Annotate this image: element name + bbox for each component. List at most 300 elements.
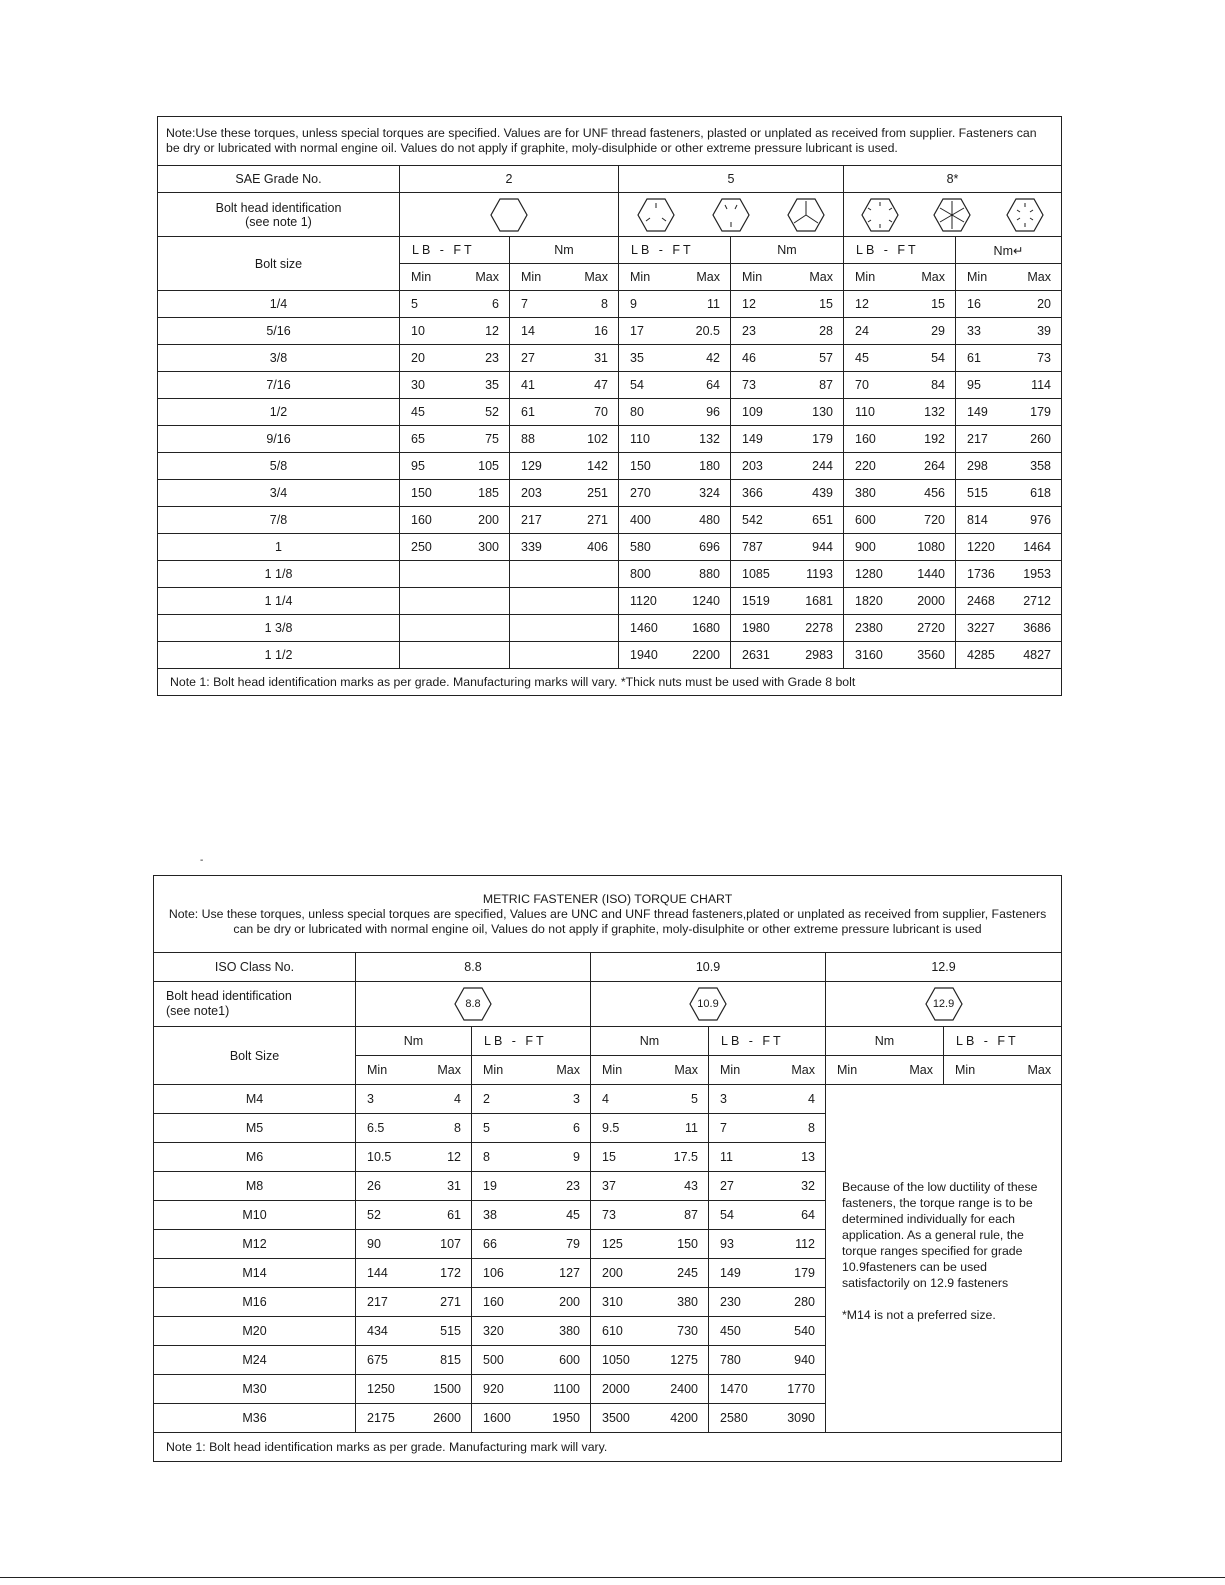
torque-value-cell: [510, 453, 619, 480]
torque-max-value: 2983: [805, 648, 833, 662]
torque-min-value: 93: [720, 1237, 734, 1251]
torque-value-cell: [956, 345, 1062, 372]
min-label: Min: [367, 1063, 388, 1077]
torque-value-cell: [400, 345, 510, 372]
torque-min-value: 6.5: [367, 1121, 385, 1135]
torque-value-cell: [844, 480, 956, 507]
torque-min-value: 54: [630, 378, 644, 392]
iso-class-label: ISO Class No.: [154, 953, 356, 982]
torque-max-value: 172: [440, 1266, 461, 1280]
torque-max-value: 23: [485, 351, 499, 365]
torque-max-value: 130: [812, 405, 833, 419]
iso-bolt-size-label: Bolt Size: [154, 1027, 356, 1085]
hex-3-dash-alt-icon: [711, 197, 751, 233]
torque-max-value: 87: [684, 1208, 698, 1222]
torque-min-value: 9: [630, 297, 637, 311]
torque-max-value: 1193: [806, 567, 833, 581]
torque-value-cell: [709, 1288, 826, 1317]
torque-max-value: 112: [795, 1237, 815, 1251]
torque-max-value: 480: [699, 513, 720, 527]
torque-max-value: 54: [931, 351, 945, 365]
torque-min-value: 160: [855, 432, 876, 446]
min-label: Min: [742, 270, 763, 284]
torque-max-value: 11: [707, 297, 720, 311]
torque-min-value: 12: [855, 297, 869, 311]
torque-value-cell: [731, 399, 844, 426]
unit-label: LB - FT: [844, 237, 956, 264]
torque-min-value: 65: [411, 432, 425, 446]
iso-class-12-9: 12.9: [826, 953, 1062, 982]
torque-max-value: 406: [587, 540, 608, 554]
iso-head-id-label: Bolt head identification (see note1): [154, 982, 356, 1027]
bolt-size-cell: M16: [154, 1288, 356, 1317]
torque-value-cell: [844, 453, 956, 480]
torque-max-value: 45: [566, 1208, 580, 1222]
bolt-size-cell: M14: [154, 1259, 356, 1288]
min-label: Min: [521, 270, 542, 284]
torque-max-value: 4827: [1023, 648, 1052, 662]
torque-value-cell: [844, 561, 956, 588]
torque-min-value: 2580: [720, 1411, 748, 1425]
torque-min-value: 434: [367, 1324, 388, 1338]
torque-max-value: 132: [699, 432, 720, 446]
torque-value-cell: [356, 1346, 472, 1375]
stray-mark: -: [200, 855, 204, 866]
torque-value-cell: [400, 642, 510, 669]
torque-value-cell: [619, 507, 731, 534]
hex-6-dash-alt-icon: [1005, 197, 1045, 233]
torque-value-cell: [472, 1375, 591, 1404]
bolt-size-cell: 1: [158, 534, 400, 561]
page-bottom-rule: [0, 1577, 1225, 1578]
class-10-9-head-cell: [591, 982, 826, 1027]
torque-min-value: 217: [967, 432, 988, 446]
bolt-size-cell: 1 1/8: [158, 561, 400, 588]
torque-max-value: 3560: [917, 648, 945, 662]
unit-label: Nm: [510, 237, 619, 264]
torque-min-value: 1280: [855, 567, 883, 581]
torque-value-cell: [472, 1143, 591, 1172]
torque-max-value: 456: [924, 486, 945, 500]
torque-min-value: 149: [967, 405, 988, 419]
torque-max-value: 245: [677, 1266, 698, 1280]
torque-min-value: 320: [483, 1324, 504, 1338]
torque-min-value: 1736: [967, 567, 995, 581]
torque-value-cell: [709, 1404, 826, 1433]
torque-min-value: 109: [742, 405, 763, 419]
unit-label: Nm: [731, 237, 844, 264]
torque-max-value: 251: [587, 486, 608, 500]
torque-max-value: 107: [440, 1237, 461, 1251]
torque-min-value: 600: [855, 513, 876, 527]
torque-min-value: 339: [521, 540, 542, 554]
torque-value-cell: [956, 588, 1062, 615]
torque-value-cell: [619, 426, 731, 453]
torque-min-value: 19: [483, 1179, 497, 1193]
torque-min-value: 580: [630, 540, 651, 554]
torque-max-value: 1240: [692, 594, 720, 608]
torque-max-value: 1770: [787, 1382, 815, 1396]
torque-value-cell: [731, 507, 844, 534]
torque-value-cell: [510, 534, 619, 561]
torque-min-value: 88: [521, 432, 535, 446]
torque-min-value: 2175: [367, 1411, 395, 1425]
torque-value-cell: [591, 1172, 709, 1201]
torque-min-value: 11: [720, 1150, 733, 1164]
torque-value-cell: [510, 480, 619, 507]
torque-value-cell: [956, 480, 1062, 507]
table-row: [158, 426, 1062, 453]
table-row: [158, 345, 1062, 372]
torque-max-value: 720: [924, 513, 945, 527]
torque-value-cell: [731, 318, 844, 345]
torque-max-value: 271: [440, 1295, 461, 1309]
torque-min-value: 33: [967, 324, 981, 338]
torque-value-cell: [356, 1085, 472, 1114]
min-max-cell: [619, 264, 731, 291]
torque-min-value: 95: [967, 378, 981, 392]
min-max-cell: [709, 1056, 826, 1085]
unit-label: Nm: [356, 1027, 472, 1056]
torque-max-value: 79: [566, 1237, 580, 1251]
min-label: Min: [967, 270, 988, 284]
bolt-size-cell: M10: [154, 1201, 356, 1230]
torque-value-cell: [591, 1143, 709, 1172]
torque-max-value: 324: [699, 486, 720, 500]
torque-value-cell: [956, 642, 1062, 669]
torque-min-value: 30: [411, 378, 425, 392]
torque-value-cell: [844, 318, 956, 345]
torque-value-cell: [400, 534, 510, 561]
unit-label: LB - FT: [472, 1027, 591, 1056]
unit-label: Nm: [591, 1027, 709, 1056]
min-label: Min: [630, 270, 651, 284]
torque-value-cell: [619, 372, 731, 399]
torque-value-cell: [731, 426, 844, 453]
bolt-size-cell: 5/16: [158, 318, 400, 345]
torque-min-value: 10.5: [367, 1150, 392, 1164]
torque-max-value: 31: [594, 351, 608, 365]
torque-max-value: 64: [706, 378, 720, 392]
side-note-text: Because of the low ductility of these fasteners, the torque range is to be determined individually for each application. As a general rule, the torque ranges specified for grade 10.9fasteners can be used satisfactorily on 12.9 fasteners: [842, 1179, 1038, 1290]
torque-min-value: 1250: [367, 1382, 395, 1396]
torque-min-value: 800: [630, 567, 651, 581]
torque-min-value: 542: [742, 513, 763, 527]
torque-value-cell: [619, 642, 731, 669]
max-label: Max: [584, 270, 608, 284]
torque-min-value: 23: [742, 324, 756, 338]
max-label: Max: [809, 270, 833, 284]
torque-min-value: 52: [367, 1208, 381, 1222]
torque-value-cell: [619, 588, 731, 615]
torque-value-cell: [400, 480, 510, 507]
torque-max-value: 380: [677, 1295, 698, 1309]
hex-8-8-label: 8.8: [465, 998, 481, 1010]
torque-value-cell: [356, 1172, 472, 1201]
torque-min-value: 900: [855, 540, 876, 554]
min-max-cell: [510, 264, 619, 291]
torque-value-cell: [356, 1259, 472, 1288]
table-row: [158, 399, 1062, 426]
torque-min-value: 200: [602, 1266, 623, 1280]
torque-value-cell: [844, 507, 956, 534]
torque-value-cell: [400, 426, 510, 453]
torque-value-cell: [731, 534, 844, 561]
torque-max-value: 600: [559, 1353, 580, 1367]
torque-min-value: 1085: [742, 567, 770, 581]
torque-value-cell: [591, 1317, 709, 1346]
torque-min-value: 3160: [855, 648, 883, 662]
torque-value-cell: [510, 588, 619, 615]
torque-value-cell: [591, 1288, 709, 1317]
torque-min-value: 7: [720, 1121, 727, 1135]
torque-max-value: 8: [808, 1121, 815, 1135]
unit-label: LB - FT: [944, 1027, 1062, 1056]
torque-value-cell: [510, 426, 619, 453]
torque-min-value: 35: [630, 351, 644, 365]
torque-value-cell: [709, 1259, 826, 1288]
iso-note: Note: Use these torques, unless special torques are specified, Values are UNC and UNF thread fasteners,plated or unplated as received from supplier, Fasteners can be dry or lubricated with normal engine oil, Values do not apply if graphite, moly-disulphite or other extreme pressure lubricant is used: [168, 906, 1047, 936]
torque-min-value: 3227: [967, 621, 995, 635]
sae-grade-8: 8*: [844, 166, 1062, 193]
torque-value-cell: [956, 372, 1062, 399]
torque-min-value: 380: [855, 486, 876, 500]
torque-value-cell: [844, 372, 956, 399]
torque-max-value: 47: [594, 378, 608, 392]
torque-min-value: 150: [411, 486, 432, 500]
torque-min-value: 110: [855, 405, 875, 419]
torque-min-value: 787: [742, 540, 763, 554]
torque-min-value: 27: [720, 1179, 734, 1193]
torque-min-value: 38: [483, 1208, 497, 1222]
torque-max-value: 1100: [553, 1382, 580, 1396]
max-label: Max: [437, 1063, 461, 1077]
torque-max-value: 515: [440, 1324, 461, 1338]
min-label: Min: [411, 270, 432, 284]
hex-6-line-icon: [932, 197, 972, 233]
min-label: Min: [955, 1063, 976, 1077]
torque-value-cell: [709, 1143, 826, 1172]
torque-max-value: 2720: [917, 621, 945, 635]
torque-max-value: 976: [1030, 513, 1052, 527]
torque-min-value: 54: [720, 1208, 734, 1222]
torque-min-value: 203: [742, 459, 763, 473]
torque-min-value: 14: [521, 324, 535, 338]
torque-min-value: 1600: [483, 1411, 511, 1425]
torque-value-cell: [510, 399, 619, 426]
torque-max-value: 3090: [787, 1411, 815, 1425]
torque-max-value: 200: [478, 513, 499, 527]
min-max-cell: [844, 264, 956, 291]
torque-max-value: 696: [699, 540, 720, 554]
torque-min-value: 500: [483, 1353, 504, 1367]
torque-min-value: 217: [521, 513, 542, 527]
torque-max-value: 127: [559, 1266, 580, 1280]
torque-value-cell: [709, 1172, 826, 1201]
torque-value-cell: [510, 615, 619, 642]
hex-plain-icon: [489, 197, 529, 233]
torque-min-value: 95: [411, 459, 425, 473]
torque-max-value: 380: [559, 1324, 580, 1338]
torque-min-value: 780: [720, 1353, 741, 1367]
torque-max-value: 2200: [692, 648, 720, 662]
min-max-cell: [472, 1056, 591, 1085]
torque-value-cell: [356, 1375, 472, 1404]
torque-value-cell: [510, 507, 619, 534]
bolt-size-cell: M36: [154, 1404, 356, 1433]
torque-max-value: 96: [706, 405, 720, 419]
torque-max-value: 15: [819, 297, 833, 311]
torque-value-cell: [619, 345, 731, 372]
torque-value-cell: [731, 345, 844, 372]
torque-max-value: 114: [1031, 378, 1052, 392]
torque-max-value: 244: [812, 459, 833, 473]
table-row: [158, 507, 1062, 534]
torque-max-value: 540: [794, 1324, 815, 1338]
torque-min-value: 8: [483, 1150, 490, 1164]
torque-max-value: 43: [684, 1179, 698, 1193]
torque-value-cell: [591, 1114, 709, 1143]
torque-max-value: 150: [677, 1237, 698, 1251]
torque-max-value: 13: [801, 1150, 815, 1164]
torque-max-value: 29: [931, 324, 945, 338]
torque-max-value: 42: [706, 351, 720, 365]
torque-value-cell: [731, 615, 844, 642]
torque-value-cell: [844, 588, 956, 615]
torque-max-value: 815: [440, 1353, 461, 1367]
torque-max-value: 180: [699, 459, 720, 473]
torque-min-value: 149: [742, 432, 763, 446]
iso-footnote: Note 1: Bolt head identification marks as per grade. Manufacturing mark will vary.: [154, 1433, 1062, 1462]
torque-value-cell: [731, 561, 844, 588]
bolt-size-cell: 3/4: [158, 480, 400, 507]
torque-value-cell: [400, 588, 510, 615]
torque-max-value: 70: [594, 405, 608, 419]
torque-min-value: 20: [411, 351, 425, 365]
torque-max-value: 12: [485, 324, 499, 338]
torque-max-value: 12: [447, 1150, 461, 1164]
torque-max-value: 52: [485, 405, 499, 419]
sae-head-id-label: Bolt head identification (see note 1): [158, 193, 400, 237]
sae-grade-5: 5: [619, 166, 844, 193]
torque-min-value: 12: [742, 297, 756, 311]
hex-3-line-icon: [786, 197, 826, 233]
torque-value-cell: [400, 453, 510, 480]
torque-value-cell: [472, 1317, 591, 1346]
torque-value-cell: [356, 1230, 472, 1259]
torque-min-value: 144: [367, 1266, 388, 1280]
max-label: Max: [1027, 1063, 1052, 1077]
torque-min-value: 1519: [742, 594, 770, 608]
torque-min-value: 230: [720, 1295, 741, 1309]
torque-value-cell: [731, 372, 844, 399]
iso-torque-table: [153, 875, 1062, 1462]
torque-max-value: 271: [587, 513, 608, 527]
torque-max-value: 1080: [917, 540, 945, 554]
torque-max-value: 105: [478, 459, 499, 473]
torque-max-value: 2000: [917, 594, 945, 608]
max-label: Max: [556, 1063, 580, 1077]
torque-min-value: 2468: [967, 594, 995, 608]
torque-value-cell: [591, 1375, 709, 1404]
torque-value-cell: [731, 480, 844, 507]
torque-max-value: 940: [794, 1353, 815, 1367]
torque-max-value: 132: [924, 405, 945, 419]
bolt-size-cell: 1 1/2: [158, 642, 400, 669]
torque-value-cell: [510, 345, 619, 372]
torque-min-value: 80: [630, 405, 644, 419]
torque-max-value: 185: [478, 486, 499, 500]
hex-10-9-label: 10.9: [697, 998, 719, 1010]
torque-min-value: 45: [855, 351, 869, 365]
torque-max-value: 179: [794, 1266, 815, 1280]
torque-value-cell: [956, 426, 1062, 453]
torque-min-value: 125: [602, 1237, 623, 1251]
torque-max-value: 880: [699, 567, 720, 581]
table-row: [158, 291, 1062, 318]
bolt-size-cell: 7/8: [158, 507, 400, 534]
torque-value-cell: [472, 1288, 591, 1317]
torque-min-value: 160: [483, 1295, 504, 1309]
torque-max-value: 20: [1037, 297, 1052, 311]
torque-max-value: 2278: [805, 621, 833, 635]
torque-max-value: 618: [1030, 486, 1052, 500]
bolt-size-cell: 7/16: [158, 372, 400, 399]
torque-value-cell: [510, 291, 619, 318]
table-row: [158, 318, 1062, 345]
table-row: [158, 480, 1062, 507]
torque-value-cell: [956, 615, 1062, 642]
table-row: [158, 561, 1062, 588]
torque-value-cell: [709, 1346, 826, 1375]
min-label: Min: [837, 1063, 858, 1077]
torque-min-value: 220: [855, 459, 876, 473]
torque-min-value: 2: [483, 1092, 490, 1106]
torque-value-cell: [709, 1201, 826, 1230]
torque-max-value: 75: [485, 432, 499, 446]
torque-value-cell: [356, 1404, 472, 1433]
torque-max-value: 17.5: [673, 1150, 698, 1164]
torque-value-cell: [591, 1259, 709, 1288]
torque-max-value: 944: [812, 540, 833, 554]
torque-value-cell: [844, 615, 956, 642]
torque-value-cell: [709, 1230, 826, 1259]
max-label: Max: [674, 1063, 698, 1077]
torque-value-cell: [591, 1346, 709, 1375]
bolt-size-cell: 1 1/4: [158, 588, 400, 615]
torque-min-value: 217: [367, 1295, 388, 1309]
torque-max-value: 5: [691, 1092, 698, 1106]
torque-min-value: 17: [630, 324, 644, 338]
iso-title: METRIC FASTENER (ISO) TORQUE CHART: [482, 891, 733, 906]
torque-value-cell: [844, 534, 956, 561]
bolt-size-cell: 5/8: [158, 453, 400, 480]
torque-value-cell: [709, 1375, 826, 1404]
torque-value-cell: [844, 291, 956, 318]
torque-min-value: 61: [521, 405, 535, 419]
torque-value-cell: [400, 291, 510, 318]
min-label: Min: [855, 270, 876, 284]
table-row: [158, 453, 1062, 480]
torque-max-value: 1681: [805, 594, 833, 608]
torque-min-value: 1220: [967, 540, 995, 554]
torque-max-value: 35: [485, 378, 499, 392]
torque-max-value: 39: [1037, 324, 1052, 338]
bolt-size-cell: 1/2: [158, 399, 400, 426]
torque-min-value: 203: [521, 486, 542, 500]
torque-max-value: 57: [819, 351, 833, 365]
torque-max-value: 4200: [670, 1411, 698, 1425]
